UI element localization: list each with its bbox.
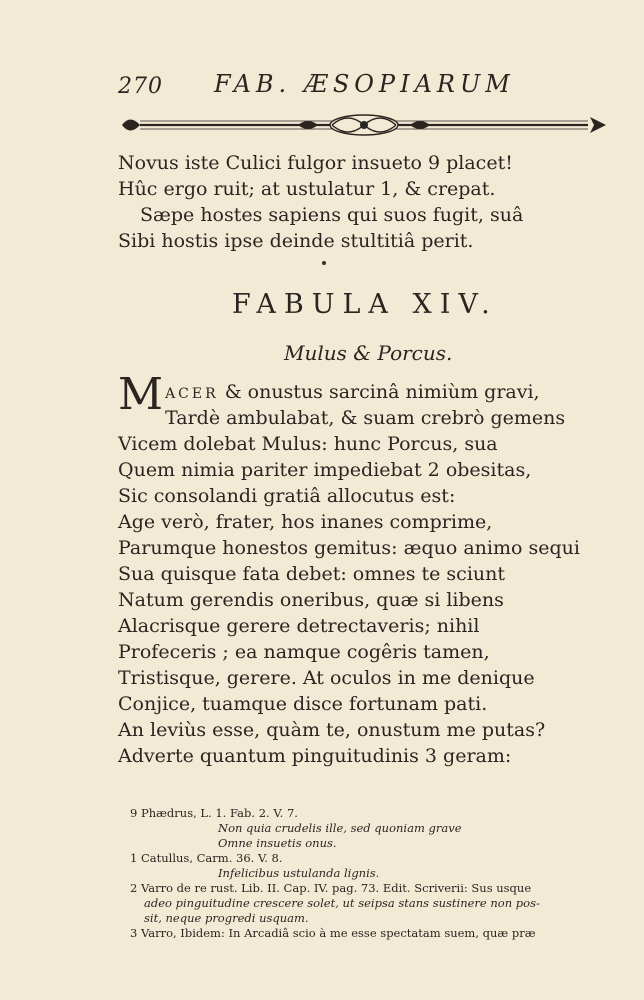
verse-line: Profeceris ; ea namque cogêris tamen, [118, 641, 490, 663]
verse-line: Adverte quantum pinguitudinis 3 geram: [118, 745, 512, 767]
verse-line: An leviùs esse, quàm te, onustum me putas? [118, 719, 546, 741]
footnote-line: 1 Catullus, Carm. 36. V. 8. [130, 851, 283, 865]
footnote-line: 3 Varro, Ibidem: In Arcadiâ scio à me esse spectatam suem, quæ præ [130, 926, 536, 940]
verse-line: Sua quisque fata debet: omnes te sciunt [118, 563, 506, 585]
verse-line-rest: & onustus sarcinâ nimiùm gravi, [218, 381, 540, 403]
verse-line: Hûc ergo ruit; at ustulatur 1, & crepat. [118, 178, 496, 200]
decorative-ornament [118, 110, 610, 140]
verse-line: Conjice, tuamque disce fortunam pati. [118, 693, 488, 715]
drop-cap: M [118, 369, 164, 420]
footnote-quote: adeo pinguitudine crescere solet, ut seipsa stans sustinere non pos- [144, 896, 540, 910]
footnote-quote: Omne insuetis onus. [218, 836, 337, 850]
verse-line: Tristisque, gerere. At oculos in me denique [118, 667, 535, 689]
verse-line: Alacrisque gerere detrectaveris; nihil [118, 615, 480, 637]
stray-mark [322, 261, 326, 265]
verse-line: Quem nimia pariter impediebat 2 obesitas, [118, 459, 532, 481]
page-header [118, 68, 608, 102]
page-number: 270 [118, 74, 163, 99]
verse-line: Natum gerendis oneribus, quæ si libens [118, 589, 504, 611]
footnote-quote: Non quia crudelis ille, sed quoniam grave [218, 821, 462, 835]
verse-block-top [118, 150, 523, 254]
running-head: FAB. ÆSOPIARUM [214, 70, 515, 98]
verse-line: Sic consolandi gratiâ allocutus est: [118, 485, 456, 507]
small-caps-word: ACER [165, 386, 219, 402]
verse-line: Parumque honestos gemitus: æquo animo sequi [118, 537, 580, 559]
verse-line: Tardè ambulabat, & suam crebrò gemens [165, 407, 566, 429]
footnotes [130, 806, 540, 941]
verse-line: Vicem dolebat Mulus: hunc Porcus, sua [118, 433, 498, 455]
fable-subtitle: Mulus & Porcus. [284, 341, 453, 365]
footnote-quote: sit, neque progredi usquam. [144, 911, 309, 925]
verse-line: Age verò, frater, hos inanes comprime, [118, 511, 493, 533]
verse-block-main [118, 369, 580, 769]
verse-line: Novus iste Culici fulgor insueto 9 placet! [118, 152, 513, 174]
fable-title: FABULA XIV. [232, 289, 498, 320]
footnote-quote: Infelicibus ustulanda lignis. [218, 866, 380, 880]
footnote-line: 2 Varro de re rust. Lib. II. Cap. IV. pag. 73. Edit. Scriverii: Sus usque [130, 881, 532, 895]
footnote-line: 9 Phædrus, L. 1. Fab. 2. V. 7. [130, 806, 298, 820]
verse-line: Sæpe hostes sapiens qui suos fugit, suâ [140, 204, 524, 226]
verse-line: Sibi hostis ipse deinde stultitiâ perit. [118, 230, 474, 252]
